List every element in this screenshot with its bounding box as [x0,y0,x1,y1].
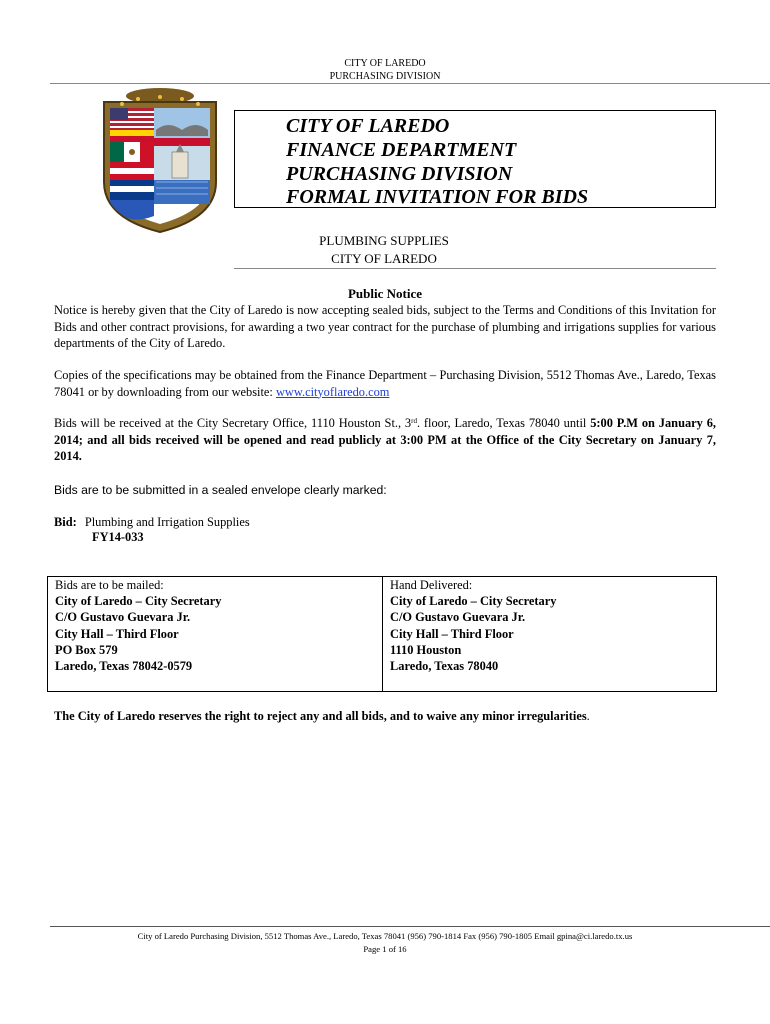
title-line-invitation: FORMAL INVITATION FOR BIDS [286,186,589,208]
reserve-period: . [586,709,590,723]
subject-line-1: PLUMBING SUPPLIES [319,233,449,248]
page-number: Page 1 of 16 [363,944,407,954]
bid-number: FY14-033 [92,530,144,544]
header-rule [50,83,770,84]
mailed-line: City of Laredo – City Secretary [55,594,222,609]
bid-name: Plumbing and Irrigation Supplies [84,515,250,529]
hand-delivered-column [390,577,556,674]
hand-line: 1110 Houston [390,642,462,657]
website-link[interactable]: www.cityoflaredo.com [275,384,390,399]
notice-paragraph: Notice is hereby given that the City of Laredo is now accepting sealed bids, subject to the Terms and Conditions of this Invitation for Bids and other contract provisions, for awarding a two year contract for the purchase of plumbing and irrigations supplies for various departments of the City of Laredo. [54,303,716,350]
reserve-text: The City of Laredo reserves the right to reject any and all bids, and to waive any minor irregularities [54,709,587,723]
hand-line: Laredo, Texas 78040 [390,659,499,674]
address-divider [382,577,383,691]
city-seal-icon [98,86,222,234]
mailed-heading: Bids are to be mailed: [55,578,164,592]
public-notice-heading: Public Notice [347,286,422,301]
hand-line: City of Laredo – City Secretary [390,594,557,609]
title-box [234,110,716,208]
footer-contact: City of Laredo Purchasing Division, 5512 Thomas Ave., Laredo, Texas 78041 (956) 790-1814 Fax (956) 790-1805 Email gpina@ci.laredo.tx.us [137,931,633,941]
bid-block [54,514,250,531]
city-seal-logo [98,86,222,234]
header-division-name: PURCHASING DIVISION [329,71,441,82]
mailed-column [55,577,221,674]
deadline-text-2: . floor, Laredo, Texas 78040 until [416,416,591,430]
bid-deadline-paragraph [54,415,716,465]
subject-rule [234,268,716,269]
header-org-name: CITY OF LAREDO [344,58,426,69]
address-table [47,576,717,692]
title-line-purchasing: PURCHASING DIVISION [286,163,513,185]
subject-line-2: CITY OF LAREDO [331,251,437,266]
mailed-line: Laredo, Texas 78042-0579 [55,659,193,674]
deadline-bold-text: 5:00 P.M on January 6, 2014; and all bids received will be opened and read publicly at 3:00 PM at the Office of the City Secretary on January 7, 2014. [54,416,716,463]
title-line-city: CITY OF LAREDO [286,115,450,137]
deadline-text-1: Bids will be received at the City Secretary Office, 1110 Houston St., 3 [54,416,412,430]
mailed-line: PO Box 579 [55,642,118,657]
hand-heading: Hand Delivered: [390,578,473,592]
specifications-text: Copies of the specifications may be obtained from the Finance Department – Purchasing Division, 5512 Thomas Ave., Laredo, Texas 78041 or by downloading from our website: [54,368,716,399]
envelope-instructions: Bids are to be submitted in a sealed envelope clearly marked: [54,483,387,497]
hand-line: City Hall – Third Floor [390,626,514,641]
hand-line: C/O Gustavo Guevara Jr. [390,610,526,625]
ordinal-suffix: rd [411,417,417,425]
bid-label: Bid: [54,515,77,529]
mailed-line: City Hall – Third Floor [55,626,179,641]
specifications-paragraph [54,367,716,400]
reserve-rights-notice [54,709,590,724]
mailed-line: C/O Gustavo Guevara Jr. [55,610,191,625]
footer-rule [50,926,770,927]
title-line-finance: FINANCE DEPARTMENT [286,139,517,161]
